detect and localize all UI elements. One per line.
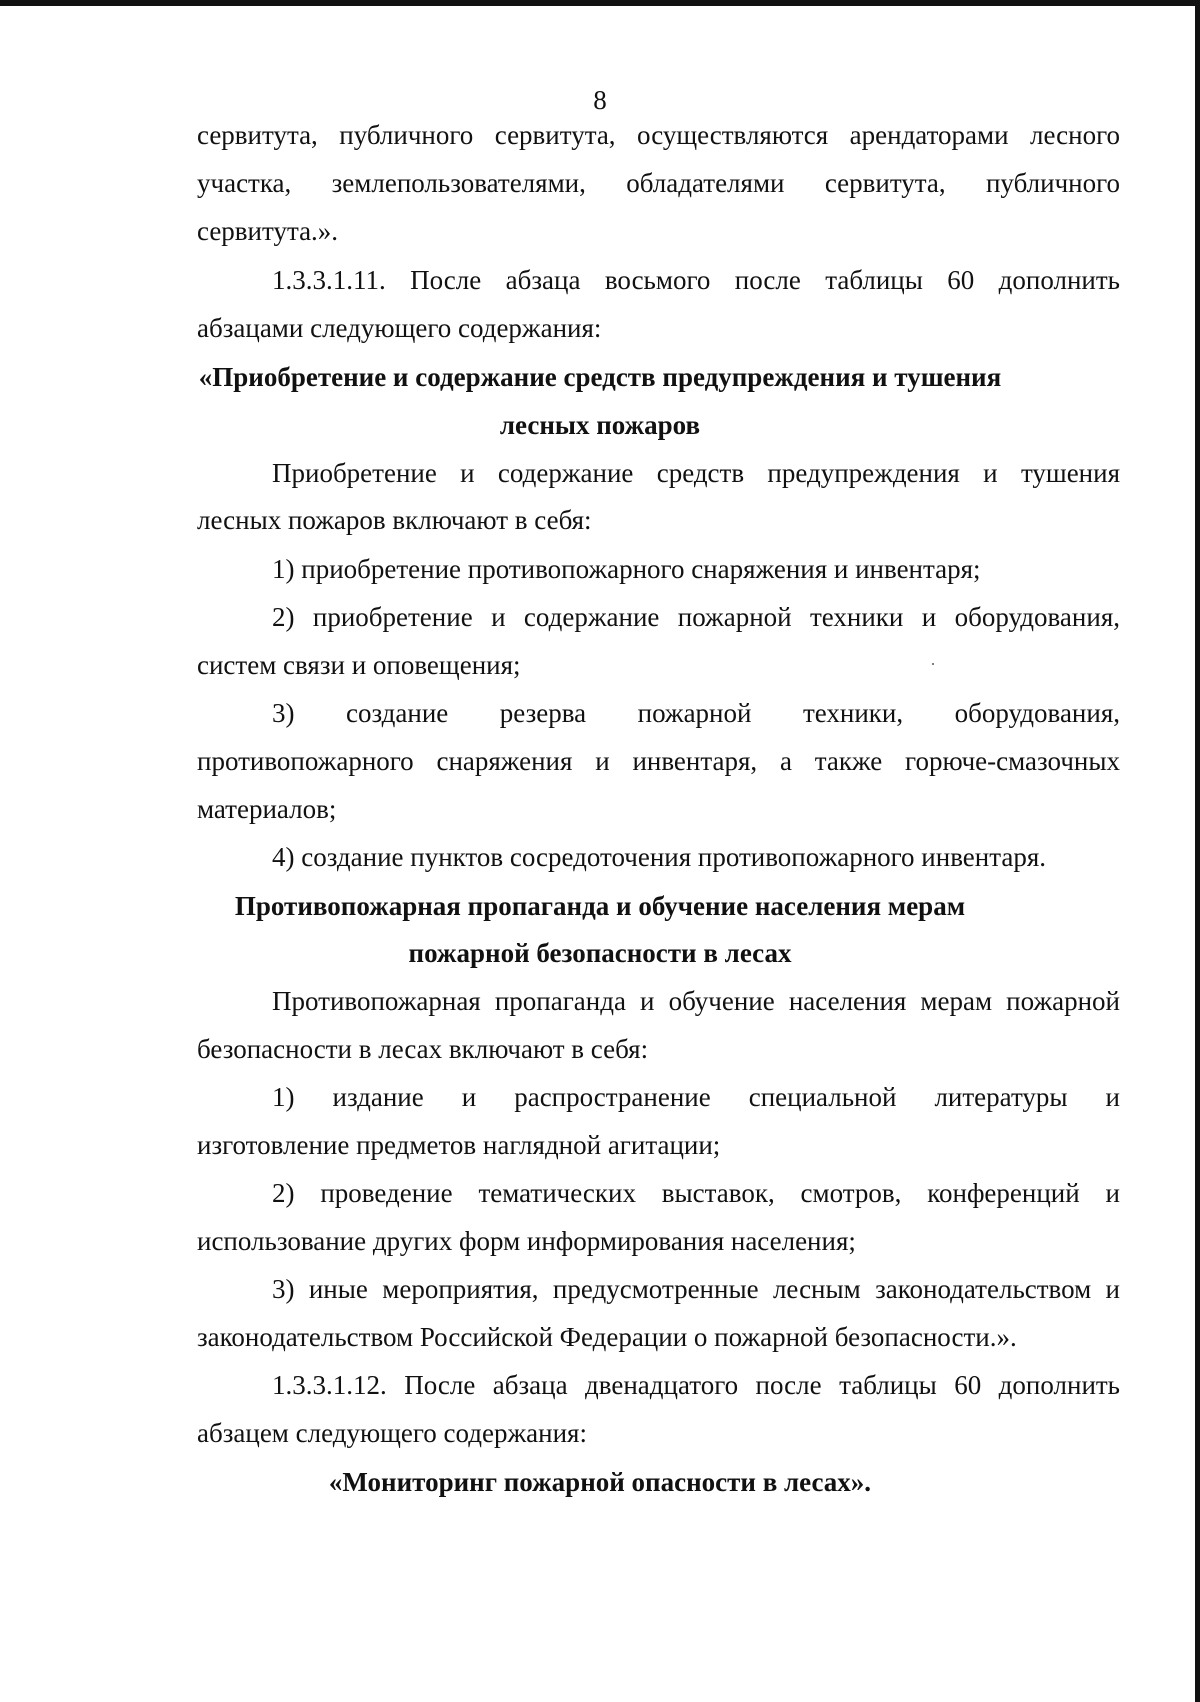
- list-item: материалов;: [197, 794, 337, 824]
- list-item: 3) иные мероприятия, предусмотренные лесным законодательством и: [272, 1274, 1120, 1304]
- section-heading: Противопожарная пропаганда и обучение населения мерам: [234, 891, 966, 921]
- list-item: 1) приобретение противопожарного снаряжения и инвентаря;: [272, 554, 981, 584]
- list-item: 4) создание пунктов сосредоточения противопожарного инвентаря.: [272, 842, 1047, 872]
- list-item: систем связи и оповещения;: [197, 650, 521, 680]
- list-item: 1) издание и распространение специальной литературы и: [272, 1082, 1120, 1112]
- paragraph-line: абзацем следующего содержания:: [197, 1418, 587, 1448]
- list-item: изготовление предметов наглядной агитации;: [197, 1130, 721, 1160]
- section-heading: «Мониторинг пожарной опасности в лесах».: [328, 1467, 872, 1497]
- list-item: противопожарного снаряжения и инвентаря, а также горюче-смазочных: [197, 746, 1120, 776]
- paragraph-line: участка, землепользователями, обладателями сервитута, публичного: [197, 168, 1120, 198]
- paragraph-line: абзацами следующего содержания:: [197, 313, 602, 343]
- list-item: использование других форм информирования населения;: [197, 1226, 856, 1256]
- paragraph-line: безопасности в лесах включают в себя:: [197, 1034, 649, 1064]
- page-number: 8: [593, 85, 607, 115]
- section-heading: пожарной безопасности в лесах: [408, 938, 792, 968]
- scan-speck: [932, 663, 934, 665]
- paragraph-line: сервитута.».: [197, 216, 339, 246]
- paragraph-line: 1.3.3.1.12. После абзаца двенадцатого после таблицы 60 дополнить: [272, 1370, 1120, 1400]
- section-heading: «Приобретение и содержание средств предупреждения и тушения: [198, 362, 1002, 392]
- list-item: 2) проведение тематических выставок, смотров, конференций и: [272, 1178, 1120, 1208]
- paragraph-line: 1.3.3.1.11. После абзаца восьмого после таблицы 60 дополнить: [272, 265, 1120, 295]
- paragraph-line: Приобретение и содержание средств предупреждения и тушения: [272, 458, 1120, 488]
- list-item: законодательством Российской Федерации о пожарной безопасности.».: [197, 1322, 1017, 1352]
- paragraph-line: Противопожарная пропаганда и обучение населения мерам пожарной: [272, 986, 1120, 1016]
- paragraph-line: лесных пожаров включают в себя:: [197, 505, 592, 535]
- paragraph-line: сервитута, публичного сервитута, осуществляются арендаторами лесного: [197, 120, 1120, 150]
- section-heading: лесных пожаров: [499, 410, 701, 440]
- list-item: 2) приобретение и содержание пожарной техники и оборудования,: [272, 602, 1120, 632]
- list-item: 3) создание резерва пожарной техники, оборудования,: [272, 698, 1120, 728]
